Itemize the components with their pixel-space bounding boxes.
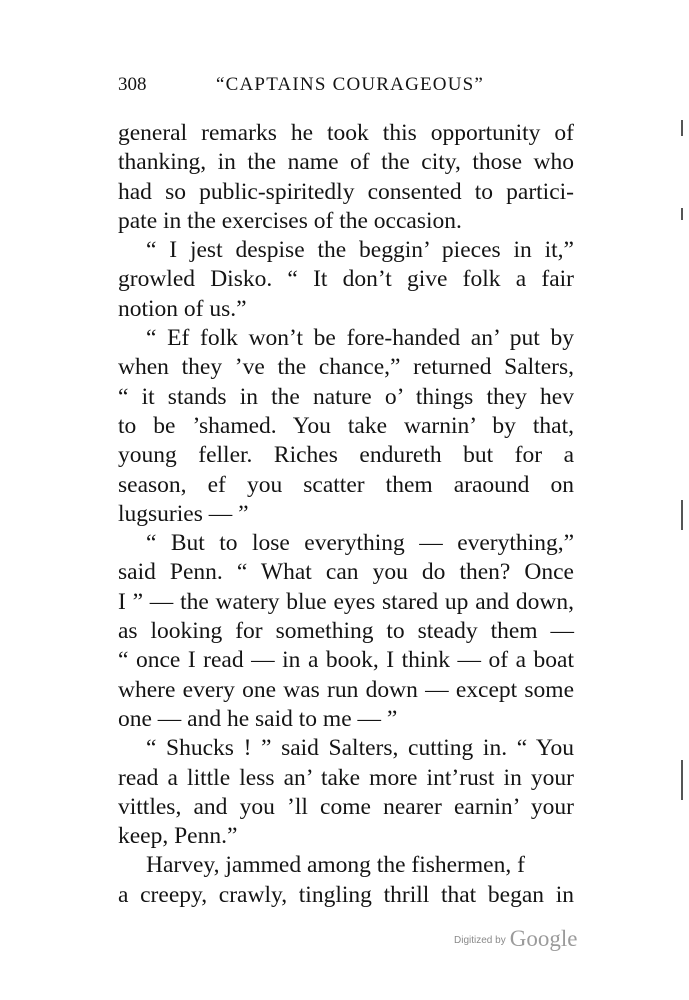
- text-line: to be ’shamed. You take warnin’ by that,: [118, 412, 574, 439]
- text-line: vittles, and you ’ll come nearer earnin’ your: [118, 793, 574, 820]
- text-line: when they ’ve the chance,” returned Salters,: [118, 354, 574, 381]
- text-line: as looking for something to steady them —: [118, 618, 574, 645]
- text-line: growled Disko. “ It don’t give folk a fair: [118, 266, 574, 293]
- page-edge-mark: [681, 208, 683, 220]
- text-line: said Penn. “ What can you do then? Once: [118, 559, 574, 586]
- page-edge-mark: [681, 120, 683, 136]
- page-edge-mark: [681, 760, 683, 800]
- text-line: read a little less an’ take more int’rust in your: [118, 764, 574, 791]
- body-text: [118, 119, 574, 910]
- running-title: “CAPTAINS COURAGEOUS”: [216, 74, 485, 95]
- text-line: I ” — the watery blue eyes stared up and down,: [118, 588, 574, 615]
- text-line: “ it stands in the nature o’ things they hev: [118, 383, 574, 410]
- text-line: general remarks he took this opportunity of: [118, 120, 574, 146]
- text-line: “ I jest despise the beggin’ pieces in it,”: [146, 237, 574, 264]
- text-line: notion of us.”: [118, 295, 247, 322]
- text-line: a creepy, crawly, tingling thrill that began in: [118, 881, 574, 908]
- page-header: [118, 74, 588, 102]
- text-line: Harvey, jammed among the fishermen, f: [146, 852, 525, 879]
- text-line: “ Shucks ! ” said Salters, cutting in. “ You: [146, 735, 574, 762]
- text-line: where every one was run down — except some: [118, 676, 574, 703]
- text-line: had so public-spiritedly consented to partici-: [118, 178, 574, 205]
- text-line: “ But to lose everything — everything,”: [146, 530, 574, 557]
- text-line: season, ef you scatter them araound on: [118, 471, 574, 498]
- text-line: lugsuries — ”: [118, 500, 249, 527]
- text-line: keep, Penn.”: [118, 823, 238, 850]
- text-line: one — and he said to me — ”: [118, 705, 398, 732]
- page-number: 308: [118, 74, 147, 95]
- page-edge-mark: [681, 500, 683, 530]
- watermark-brand: Google: [509, 926, 578, 951]
- text-line: “ once I read — in a book, I think — of a boat: [118, 647, 574, 674]
- text-line: young feller. Riches endureth but for a: [118, 442, 574, 469]
- text-line: thanking, in the name of the city, those who: [118, 149, 574, 176]
- digitization-watermark: [454, 926, 577, 956]
- text-line: “ Ef folk won’t be fore-handed an’ put by: [146, 325, 574, 352]
- text-line: pate in the exercises of the occasion.: [118, 207, 462, 234]
- watermark-prefix: Digitized by: [454, 935, 506, 946]
